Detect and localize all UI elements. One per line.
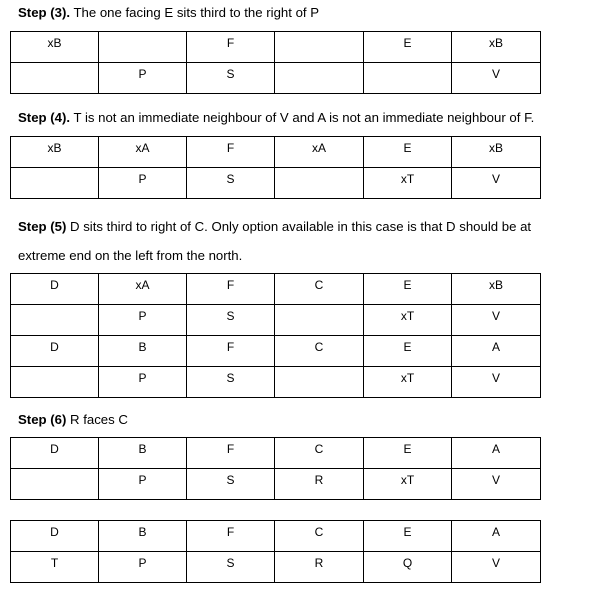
table-cell	[11, 367, 99, 398]
table-cell: S	[187, 168, 275, 199]
table-cell: S	[187, 469, 275, 500]
table-cell: E	[364, 521, 452, 552]
step-5-label: Step (5)	[18, 219, 67, 234]
table-cell: E	[364, 438, 452, 469]
table-cell: xT	[364, 168, 452, 199]
step-5-heading	[18, 218, 531, 236]
table-row	[11, 168, 541, 199]
table-cell: E	[364, 32, 452, 63]
table-cell: Q	[364, 552, 452, 583]
table-cell: C	[275, 336, 364, 367]
step-4-text: T is not an immediate neighbour of V and A is not an immediate neighbour of F.	[70, 110, 535, 125]
table-cell: xB	[452, 32, 541, 63]
table-row	[11, 63, 541, 94]
table-row	[11, 469, 541, 500]
table-cell: F	[187, 274, 275, 305]
table-row	[11, 336, 541, 367]
table-cell: F	[187, 32, 275, 63]
step-4-heading	[18, 109, 534, 127]
table-cell: E	[364, 336, 452, 367]
table-cell: P	[99, 367, 187, 398]
table-cell	[11, 168, 99, 199]
table-cell: xB	[452, 274, 541, 305]
step-5-continuation: extreme end on the left from the north.	[18, 248, 243, 263]
table-cell: A	[452, 336, 541, 367]
step-6-text: R faces C	[66, 412, 128, 427]
table-cell: D	[11, 438, 99, 469]
table-cell	[275, 168, 364, 199]
table-step-5	[10, 273, 541, 398]
table-final	[10, 520, 541, 583]
table-cell: F	[187, 137, 275, 168]
table-row	[11, 305, 541, 336]
table-cell: E	[364, 274, 452, 305]
table-cell: xB	[452, 137, 541, 168]
table-cell: B	[99, 336, 187, 367]
table-cell: xT	[364, 367, 452, 398]
table-cell: B	[99, 521, 187, 552]
table-cell: C	[275, 438, 364, 469]
table-cell: A	[452, 438, 541, 469]
step-4-label: Step (4).	[18, 110, 71, 125]
table-cell: xB	[11, 32, 99, 63]
table-cell: F	[187, 521, 275, 552]
table-step-6	[10, 437, 541, 500]
table-cell: xT	[364, 469, 452, 500]
table-cell: C	[275, 521, 364, 552]
table-cell	[11, 63, 99, 94]
table-cell: C	[275, 274, 364, 305]
table-cell	[11, 469, 99, 500]
table-row	[11, 32, 541, 63]
table-row	[11, 438, 541, 469]
step-6-heading	[18, 411, 128, 429]
table-cell: S	[187, 367, 275, 398]
table-cell: P	[99, 469, 187, 500]
table-cell: R	[275, 552, 364, 583]
table-cell: E	[364, 137, 452, 168]
table-cell: V	[452, 469, 541, 500]
table-cell: V	[452, 305, 541, 336]
table-cell	[364, 63, 452, 94]
table-cell: T	[11, 552, 99, 583]
table-cell: S	[187, 63, 275, 94]
table-cell: V	[452, 63, 541, 94]
table-cell: D	[11, 521, 99, 552]
table-cell: xA	[99, 137, 187, 168]
table-row	[11, 137, 541, 168]
table-row	[11, 274, 541, 305]
table-cell: A	[452, 521, 541, 552]
table-cell	[99, 32, 187, 63]
step-6-label: Step (6)	[18, 412, 67, 427]
table-cell	[275, 32, 364, 63]
table-cell: V	[452, 367, 541, 398]
table-row	[11, 521, 541, 552]
table-cell: P	[99, 168, 187, 199]
table-cell: S	[187, 305, 275, 336]
table-cell: F	[187, 438, 275, 469]
table-cell: D	[11, 336, 99, 367]
table-cell: P	[99, 305, 187, 336]
table-cell	[11, 305, 99, 336]
table-cell: D	[11, 274, 99, 305]
table-row	[11, 552, 541, 583]
step-3-text: The one facing E sits third to the right of P	[70, 5, 320, 20]
table-cell: S	[187, 552, 275, 583]
table-cell: B	[99, 438, 187, 469]
table-cell: xB	[11, 137, 99, 168]
step-3-label: Step (3).	[18, 5, 71, 20]
table-cell: V	[452, 168, 541, 199]
table-cell: P	[99, 552, 187, 583]
table-cell: xA	[275, 137, 364, 168]
table-cell	[275, 305, 364, 336]
table-cell	[275, 63, 364, 94]
table-cell: P	[99, 63, 187, 94]
table-step-4	[10, 136, 541, 199]
table-cell: F	[187, 336, 275, 367]
step-5-text: D sits third to right of C. Only option available in this case is that D should be at	[66, 219, 532, 234]
table-cell: xT	[364, 305, 452, 336]
table-cell: R	[275, 469, 364, 500]
table-cell	[275, 367, 364, 398]
table-cell: xA	[99, 274, 187, 305]
table-row	[11, 367, 541, 398]
table-step-3	[10, 31, 541, 94]
table-cell: V	[452, 552, 541, 583]
step-3-heading	[18, 4, 319, 22]
